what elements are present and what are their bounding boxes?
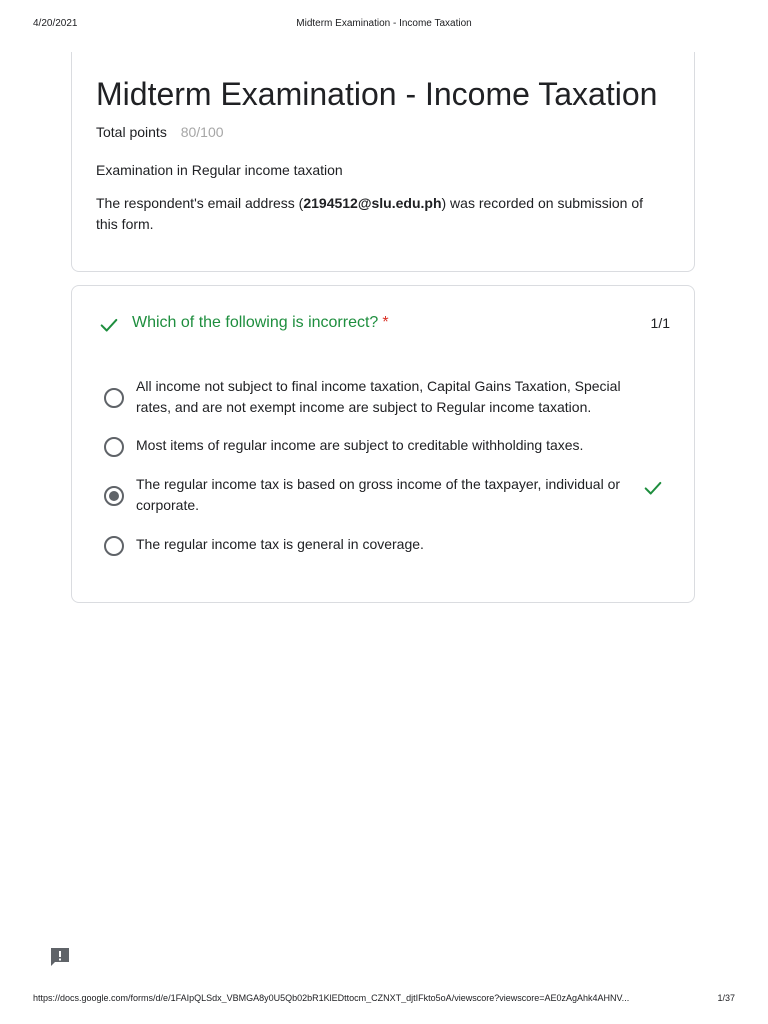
footer-url: https://docs.google.com/forms/d/e/1FAIpQLSdx_VBMGA8y0U5Qb02bR1KlEDttocm_CZNXT_djtIFkto5oA/viewscore?viewscore=AE0zAgAhk4AHNV... — [33, 993, 630, 1003]
respondent-email: 2194512@slu.edu.ph — [303, 195, 442, 211]
print-footer — [0, 993, 768, 1007]
form-title: Midterm Examination - Income Taxation — [96, 76, 658, 112]
required-mark: * — [382, 314, 389, 331]
option-4[interactable] — [102, 534, 672, 558]
option-label: All income not subject to final income taxation, Capital Gains Taxation, Special rates, and are not exempt income are subject to Regular income taxation. — [136, 378, 621, 415]
option-label: Most items of regular income are subject to creditable withholding taxes. — [136, 437, 584, 453]
question-title — [132, 312, 389, 334]
option-3[interactable] — [102, 474, 672, 513]
option-label: The regular income tax is general in coverage. — [136, 536, 424, 552]
form-header-card — [71, 52, 695, 272]
option-label: The regular income tax is based on gross income of the taxpayer, individual or corporate. — [136, 476, 621, 513]
radio-button[interactable] — [104, 536, 124, 556]
option-1[interactable] — [102, 376, 672, 415]
form-description: Examination in Regular income taxation — [96, 162, 343, 178]
report-feedback-icon[interactable] — [48, 945, 72, 969]
check-icon — [98, 314, 120, 336]
question-card — [71, 285, 695, 603]
print-date: 4/20/2021 — [33, 18, 78, 29]
correct-check-icon — [642, 477, 664, 499]
total-points — [96, 122, 224, 142]
total-points-value: 80/100 — [180, 124, 224, 140]
email-note-suffix: ) was recorded on submission of this form. — [96, 195, 644, 232]
radio-button[interactable] — [104, 388, 124, 408]
option-2[interactable] — [102, 435, 672, 459]
print-title: Midterm Examination - Income Taxation — [296, 18, 472, 29]
question-text: Which of the following is incorrect? — [132, 314, 379, 331]
radio-button-selected[interactable] — [104, 486, 124, 506]
radio-button[interactable] — [104, 437, 124, 457]
email-recorded-note — [96, 193, 666, 235]
total-points-label: Total points — [96, 124, 167, 140]
email-note-prefix: The respondent's email address ( — [96, 195, 304, 211]
question-score: 1/1 — [650, 315, 670, 331]
footer-page-number: 1/37 — [717, 993, 735, 1003]
print-header — [0, 18, 768, 32]
